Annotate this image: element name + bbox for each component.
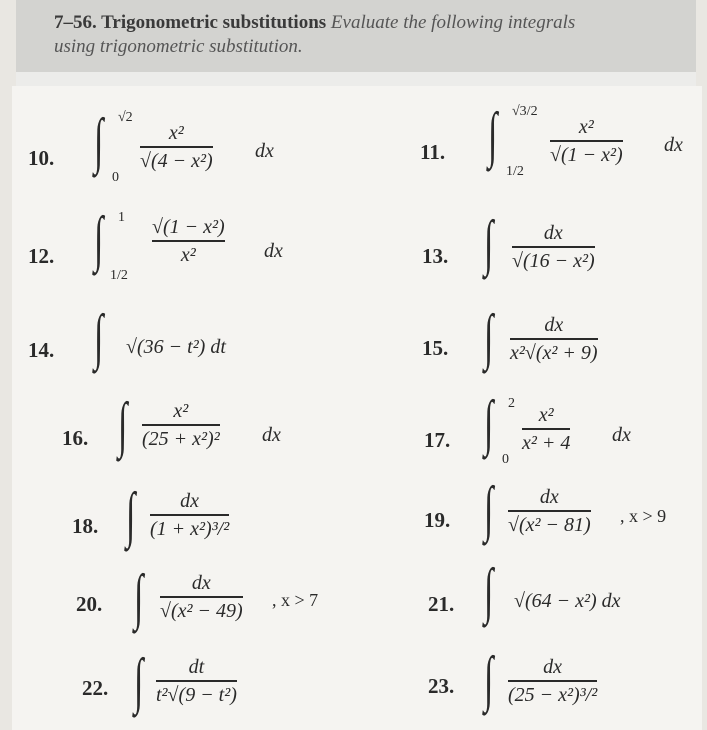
numerator: x²	[168, 122, 184, 144]
problem-number: 21.	[428, 592, 455, 616]
integrand-expression: √(36 − t²) dt	[126, 336, 226, 358]
fraction-bar	[152, 240, 225, 242]
integral-sign: ∫	[118, 391, 128, 459]
integral-sign: ∫	[94, 303, 104, 371]
header-line-1	[54, 12, 575, 34]
numerator: dx	[543, 222, 563, 244]
numerator: x²	[538, 404, 554, 426]
lower-limit: 0	[112, 170, 119, 185]
numerator: √(1 − x²)	[152, 216, 225, 238]
problem-number: 10.	[28, 146, 55, 170]
fraction	[140, 122, 213, 172]
textbook-header	[16, 0, 696, 73]
integrand-expression: √(64 − x²) dx	[514, 590, 621, 612]
integral-sign: ∫	[484, 475, 494, 543]
denominator: (1 + x²)³/²	[150, 517, 230, 540]
problem-number: 11.	[420, 140, 446, 164]
denominator: (25 + x²)²	[142, 427, 220, 450]
domain-condition: , x > 7	[272, 590, 319, 610]
fraction	[522, 404, 570, 454]
domain-condition: , x > 9	[620, 506, 667, 526]
integral-sign: ∫	[484, 645, 494, 713]
fraction-bar	[508, 680, 597, 682]
lower-limit: 1/2	[110, 268, 128, 283]
lower-limit: 0	[502, 452, 509, 467]
differential: dx	[664, 134, 683, 156]
upper-limit: 2	[508, 396, 515, 411]
numerator: dx	[543, 656, 563, 678]
denominator: x²	[180, 243, 196, 266]
section-title: 7–56. Trigonometric substitutions	[54, 12, 327, 33]
integral-sign: ∫	[484, 389, 494, 457]
differential: dx	[255, 140, 274, 162]
problem-number: 15.	[422, 336, 449, 360]
instruction-text: Evaluate the following integrals	[330, 12, 576, 33]
fraction	[550, 116, 623, 166]
denominator: √(4 − x²)	[140, 149, 213, 172]
problem-number: 19.	[424, 508, 451, 532]
fraction-bar	[142, 424, 220, 426]
integral-sign: ∫	[94, 205, 104, 273]
differential: dx	[612, 424, 631, 446]
numerator: dx	[180, 490, 200, 512]
fraction-bar	[150, 514, 229, 516]
fraction	[156, 656, 237, 706]
numerator: x²	[578, 116, 594, 138]
differential: dx	[264, 240, 283, 262]
fraction-bar	[550, 140, 623, 142]
fraction	[152, 216, 225, 266]
problem-number: 16.	[62, 426, 89, 450]
numerator: x²	[173, 400, 189, 422]
denominator: x²√(x² + 9)	[510, 341, 598, 364]
numerator: dt	[188, 656, 205, 678]
upper-limit: √2	[118, 110, 133, 125]
integral-sign: ∫	[484, 303, 494, 371]
denominator: √(16 − x²)	[512, 249, 595, 272]
integral-sign: ∫	[94, 107, 104, 175]
problem-number: 20.	[76, 592, 103, 616]
divider	[16, 72, 696, 86]
fraction	[142, 400, 220, 450]
integral-sign: ∫	[134, 563, 144, 631]
integral-sign: ∫	[126, 481, 136, 549]
upper-limit: 1	[118, 210, 125, 225]
integral-sign: ∫	[488, 101, 498, 169]
denominator: √(x² − 81)	[508, 513, 591, 536]
fraction	[512, 222, 595, 272]
denominator: (25 − x²)³/²	[508, 683, 598, 706]
fraction	[508, 656, 597, 706]
numerator: dx	[191, 572, 211, 594]
instruction-text-2: using trigonometric substitution.	[54, 36, 303, 57]
fraction	[150, 490, 229, 540]
differential: dx	[262, 424, 281, 446]
integral-sign: ∫	[484, 557, 494, 625]
upper-limit: √3/2	[512, 104, 538, 119]
problem-number: 22.	[82, 676, 109, 700]
denominator: t²√(9 − t²)	[156, 683, 237, 706]
fraction	[160, 572, 243, 622]
fraction-bar	[512, 246, 595, 248]
problem-number: 17.	[424, 428, 451, 452]
fraction-bar	[156, 680, 237, 682]
denominator: √(x² − 49)	[160, 599, 243, 622]
fraction-bar	[140, 146, 213, 148]
numerator: dx	[544, 314, 564, 336]
problem-number: 14.	[28, 338, 55, 362]
denominator: x² + 4	[522, 431, 571, 454]
problem-number: 12.	[28, 244, 55, 268]
fraction-bar	[160, 596, 243, 598]
problem-number: 18.	[72, 514, 99, 538]
integral-sign: ∫	[484, 209, 494, 277]
integral-sign: ∫	[134, 647, 144, 715]
lower-limit: 1/2	[506, 164, 524, 179]
fraction	[508, 486, 591, 536]
fraction-bar	[522, 428, 570, 430]
problem-number: 13.	[422, 244, 449, 268]
problem-number: 23.	[428, 674, 455, 698]
fraction-bar	[508, 510, 591, 512]
fraction-bar	[510, 338, 598, 340]
numerator: dx	[539, 486, 559, 508]
denominator: √(1 − x²)	[550, 143, 623, 166]
fraction	[510, 314, 598, 364]
